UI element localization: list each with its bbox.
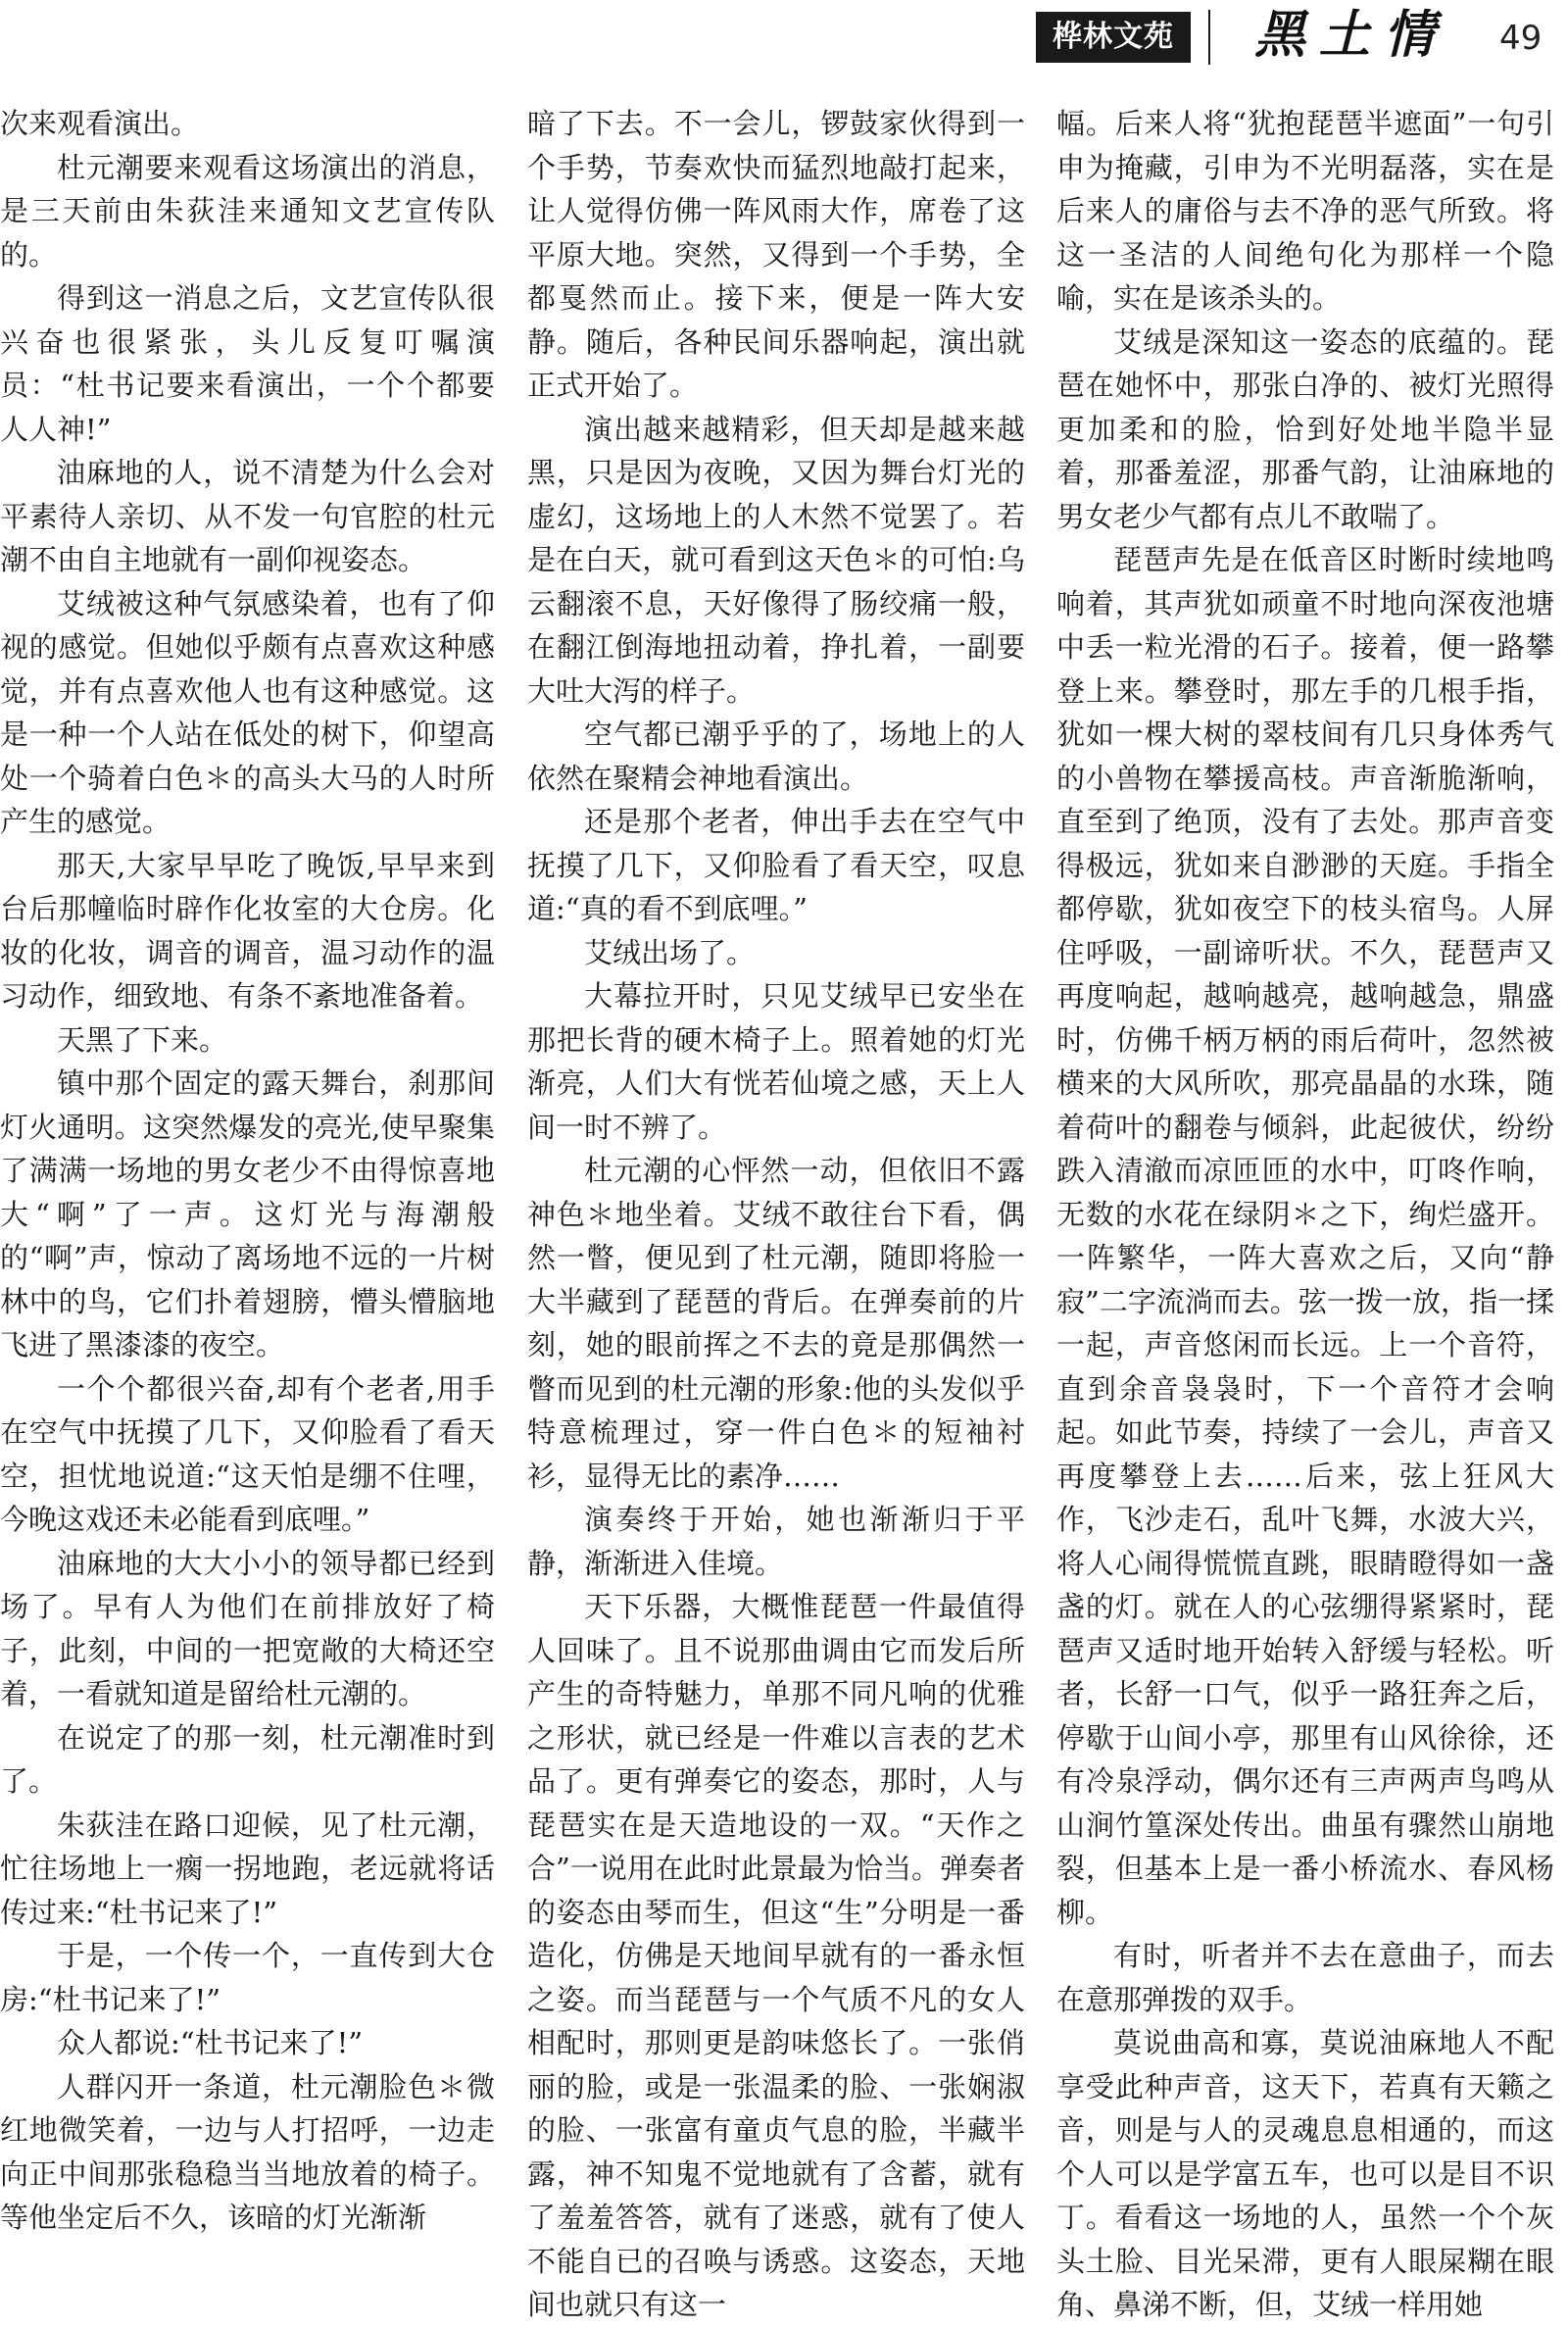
paragraph: 于是，一个传一个，一直传到大仓房:“杜书记来了!” [0,1939,495,2016]
paragraph: 油麻地的人，说不清楚为什么会对平素待人亲切、从不发一句官腔的杜元潮不由自主地就有一副仰视姿态。 [0,456,495,576]
text-column-1 [0,102,495,2256]
paragraph: 大幕拉开时，只见艾绒早已安坐在那把长背的硬木椅子上。照着她的灯光渐亮，人们大有恍若仙境之感，天上人间一时不辨了。 [527,979,1025,1144]
page-number: 49 [1499,19,1543,58]
paragraph: 莫说曲高和寡，莫说油麻地人不配享受此种声音，这天下，若真有天籁之音，则是与人的灵魂息息相通的，而这个人可以是学富五车，也可以是目不识丁。看看这一场地的人，虽然一个个灰头土脸、目光呆滞，更有人眼屎糊在眼角、鼻涕不断，但，艾绒一样用她 [1056,2026,1554,2321]
page-header [0,0,1568,88]
paragraph: 演出越来越精彩，但天却是越来越黑，只是因为夜晚，又因为舞台灯光的虚幻，这场地上的人木然不觉罢了。若是在白天，就可看到这天色＊的可怕:乌云翻滚不息，天好像得了肠绞痛一般，在翻江倒海地扭动着，挣扎着，一副要大吐大泻的样子。 [527,412,1025,708]
text-column-2 [527,102,1025,2321]
paragraph: 有时，听者并不去在意曲子，而去在意那弹拨的双手。 [1056,1939,1554,2016]
paragraph: 空气都已潮乎乎的了，场地上的人依然在聚精会神地看演出。 [527,718,1025,795]
magazine-title-logo: 黑土情 [1254,5,1449,65]
header-divider [1208,10,1210,65]
paragraph: 艾绒是深知这一姿态的底蕴的。琵琶在她怀中，那张白净的、被灯光照得更加柔和的脸，恰到好处地半隐半显着，那番羞涩，那番气韵，让油麻地的男女老少气都有点儿不敢喘了。 [1056,324,1554,533]
paragraph: 那天,大家早早吃了晚饭,早早来到台后那幢临时辟作化妆室的大仓房。化妆的化妆，调音的调音，温习动作的温习动作，细致地、有条不紊地准备着。 [0,848,495,1013]
paragraph: 油麻地的大大小小的领导都已经到场了。早有人为他们在前排放好了椅子，此刻，中间的一把宽敞的大椅还空着，一看就知道是留给杜元潮的。 [0,1546,495,1710]
paragraph: 众人都说:“杜书记来了!” [57,2026,364,2059]
paragraph: 镇中那个固定的露天舞台，刹那间灯火通明。这突然爆发的亮光,使早聚集了满满一场地的男女老少不由得惊喜地大“啊”了一声。这灯光与海潮般的“啊”声，惊动了离场地不远的一片树林中的鸟，它们扑着翅膀，懵头懵脑地飞进了黑漆漆的夜空。 [0,1066,495,1362]
section-label: 桦林文苑 [1036,12,1191,63]
paragraph: 朱荻洼在路口迎候，见了杜元潮，忙往场地上一瘸一拐地跑，老远就将话传过来:“杜书记来了!” [0,1807,495,1929]
paragraph: 在说定了的那一刻，杜元潮准时到了。 [0,1720,495,1798]
paragraph: 杜元潮的心怦然一动，但依旧不露神色＊地坐着。艾绒不敢往台下看，偶然一瞥，便见到了杜元潮，随即将脸一大半藏到了琵琶的背后。在弹奏前的片刻，她的眼前挥之不去的竟是那偶然一瞥而见到的杜元潮的形象:他的头发似乎特意梳理过，穿一件白色＊的短袖衬衫，显得无比的素净…… [527,1154,1025,1493]
text-column-3 [1056,102,1554,2321]
paragraph: 杜元潮要来观看这场演出的消息，是三天前由朱荻洼来通知文艺宣传队的。 [0,150,495,272]
paragraph: 天黑了下来。 [57,1022,228,1057]
paragraph: 幅。后来人将“犹抱琵琶半遮面”一句引申为掩藏，引申为不光明磊落，实在是后来人的庸俗与去不净的恶气所致。将这一圣洁的人间绝句化为那样一个隐喻，实在是该杀头的。 [1056,107,1554,315]
article-body [0,102,1568,2321]
paragraph: 得到这一消息之后，文艺宣传队很兴奋也很紧张，头儿反复叮嘱演员：“杜书记要来看演出，一个个都要人人神!” [0,281,495,446]
paragraph: 人群闪开一条道，杜元潮脸色＊微红地微笑着，一边与人打招呼，一边走向正中间那张稳稳当当地放着的椅子。等他坐定后不久，该暗的灯光渐渐 [0,2069,495,2234]
paragraph: 天下乐器，大概惟琵琶一件最值得人回味了。且不说那曲调由它而发后所产生的奇特魅力，单那不同凡响的优雅之形状，就已经是一件难以言表的艺术品了。更有弹奏它的姿态，那时，人与琵琶实在是天造地设的一双。“天作之合”一说用在此时此景最为恰当。弹奏者的姿态由琴而生，但这“生”分明是一番造化，仿佛是天地间早就有的一番永恒之姿。而当琵琶与一个气质不凡的女人相配时，那则更是韵味悠长了。一张俏丽的脸，或是一张温柔的脸、一张娴淑的脸、一张富有童贞气息的脸，半藏半露，神不知鬼不觉地就有了含蓄，就有了羞羞答答，就有了迷惑，就有了使人不能自已的召唤与诱惑。这姿态，天地间也就只有这一 [527,1590,1025,2321]
paragraph: 演奏终于开始，她也渐渐归于平静，渐渐进入佳境。 [527,1503,1025,1580]
paragraph: 艾绒出场了。 [584,935,756,969]
paragraph: 艾绒被这种气氛感染着，也有了仰视的感觉。但她似乎颇有点喜欢这种感觉，并有点喜欢他人也有这种感觉。这是一种一个人站在低处的树下，仰望高处一个骑着白色＊的高头大马的人时所产生的感觉。 [0,586,495,838]
paragraph: 暗了下去。不一会儿，锣鼓家伙得到一个手势，节奏欢快而猛烈地敲打起来，让人觉得仿佛一阵风雨大作，席卷了这平原大地。突然，又得到一个手势，全都戛然而止。接下来，便是一阵大安静。随后，各种民间乐器响起，演出就正式开始了。 [527,107,1025,402]
paragraph: 一个个都很兴奋,却有个老者,用手在空气中抚摸了几下，又仰脸看了看天空，担忧地说道:“这天怕是绷不住哩，今晚这戏还未必能看到底哩。” [0,1371,495,1536]
paragraph: 琵琶声先是在低音区时断时续地鸣响着，其声犹如顽童不时地向深夜池塘中丢一粒光滑的石子。接着，便一路攀登上来。攀登时，那左手的几根手指，犹如一棵大树的翠枝间有几只身体秀气的小兽物在攀援高枝。声音渐脆渐响，直至到了绝顶，没有了去处。那声音变得极远，犹如来自渺渺的天庭。手指全都停歇，犹如夜空下的枝头宿鸟。人屏住呼吸，一副谛听状。不久，琵琶声又再度响起，越响越亮，越响越急，鼎盛时，仿佛千柄万柄的雨后荷叶，忽然被横来的大风所吹，那亮晶晶的水珠，随着荷叶的翻卷与倾斜，此起彼伏，纷纷跌入清澈而凉匝匝的水中，叮咚作响，无数的水花在绿阴＊之下，绚烂盛开。一阵繁华，一阵大喜欢之后，又向“静寂”二字流淌而去。弦一拨一放，指一揉一起，声音悠闲而长远。上一个音符，直到余音袅袅时，下一个音符才会响起。如此节奏，持续了一会儿，声音又再度攀登上去……后来，弦上狂风大作，飞沙走石，乱叶飞舞，水波大兴，将人心闹得慌慌直跳，眼睛瞪得如一盏盏的灯。就在人的心弦绷得紧紧时，琵琶声又适时地开始转入舒缓与轻松。听者，长舒一口气，似乎一路狂奔之后，停歇于山间小亭，那里有山风徐徐，还有冷泉浮动，偶尔还有三声两声鸟鸣从山涧竹篁深处传出。曲虽有骤然山崩地裂，但基本上是一番小桥流水、春风杨柳。 [1056,543,1554,1929]
paragraph: 次来观看演出。 [0,107,200,140]
paragraph: 还是那个老者，伸出手去在空气中抚摸了几下，又仰脸看了看天空，叹息道:“真的看不到底哩。” [527,805,1025,925]
